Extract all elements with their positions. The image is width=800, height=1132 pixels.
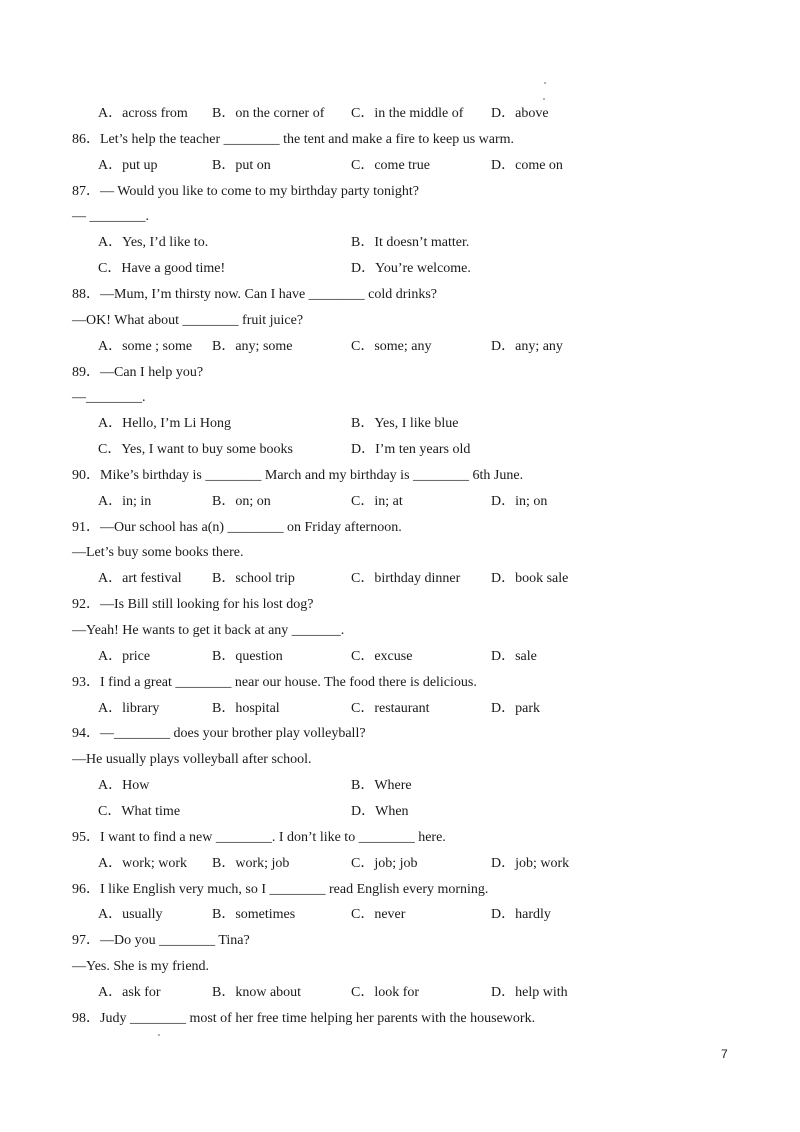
answer-option: D．I’m ten years old [351,442,471,457]
answer-option: A．Yes, I’d like to. [98,235,209,250]
answer-option: D．sale [491,649,537,664]
question-text: 87．— Would you like to come to my birthday party tonight? [72,184,420,199]
answer-option: B．It doesn’t matter. [351,235,470,250]
answer-option: C．job; job [351,856,418,871]
answer-option: A．across from [98,106,188,121]
answer-option: C．some; any [351,339,432,354]
scan-dot [544,82,546,84]
answer-option: A．art festival [98,571,182,586]
answer-option: B．school trip [212,571,295,586]
answer-option: B．question [212,649,283,664]
answer-option: B．hospital [212,701,280,716]
page-number: 7 [721,1047,728,1061]
answer-option: C．come true [351,158,430,173]
question-text: 94．—________ does your brother play volleyball? [72,726,366,741]
answer-option: A．put up [98,158,158,173]
answer-option: A．price [98,649,151,664]
answer-option: B．on; on [212,494,271,509]
answer-option: D．book sale [491,571,569,586]
answer-option: A．ask for [98,985,161,1000]
dialogue-line: —Yes. She is my friend. [72,959,210,974]
answer-option: D．any; any [491,339,563,354]
answer-option: A．library [98,701,160,716]
question-text: 92．—Is Bill still looking for his lost dog? [72,597,314,612]
scan-dot [543,98,545,100]
answer-option: A．in; in [98,494,152,509]
answer-option: C．never [351,907,406,922]
question-text: 95．I want to find a new ________. I don’t like to ________ here. [72,830,446,845]
question-text: 91．—Our school has a(n) ________ on Friday afternoon. [72,520,402,535]
answer-option: D．in; on [491,494,548,509]
answer-option: B．any; some [212,339,293,354]
dialogue-line: —Yeah! He wants to get it back at any _______. [72,623,345,638]
answer-option: B．sometimes [212,907,296,922]
answer-option: B．on the corner of [212,106,325,121]
answer-option: D．hardly [491,907,551,922]
answer-option: B．know about [212,985,302,1000]
question-text: 90．Mike’s birthday is ________ March and my birthday is ________ 6th June. [72,468,524,483]
answer-option: C．in the middle of [351,106,464,121]
dialogue-line: —OK! What about ________ fruit juice? [72,313,304,328]
answer-option: B．Where [351,778,412,793]
answer-option: A．some ; some [98,339,193,354]
answer-option: D．When [351,804,409,819]
answer-option: D．park [491,701,540,716]
dialogue-line: — ________. [72,209,149,224]
question-text: 93．I find a great ________ near our house. The food there is delicious. [72,675,477,690]
answer-option: A．Hello, I’m Li Hong [98,416,231,431]
dialogue-line: —________. [72,390,146,405]
scan-dot [158,1034,160,1036]
answer-option: C．Have a good time! [98,261,226,276]
answer-option: A．work; work [98,856,188,871]
answer-option: D．come on [491,158,563,173]
answer-option: B．Yes, I like blue [351,416,459,431]
answer-option: A．usually [98,907,163,922]
answer-option: D．help with [491,985,568,1000]
answer-option: C．birthday dinner [351,571,461,586]
answer-option: B．work; job [212,856,290,871]
question-text: 86．Let’s help the teacher ________ the tent and make a fire to keep us warm. [72,132,515,147]
dialogue-line: —He usually plays volleyball after school. [72,752,312,767]
answer-option: C．excuse [351,649,413,664]
question-text: 96．I like English very much, so I ________ read English every morning. [72,882,489,897]
answer-option: D．job; work [491,856,570,871]
answer-option: C．restaurant [351,701,430,716]
question-text: 98．Judy ________ most of her free time helping her parents with the housework. [72,1011,536,1026]
dialogue-line: —Let’s buy some books there. [72,545,244,560]
question-text: 88．—Mum, I’m thirsty now. Can I have ________ cold drinks? [72,287,437,302]
answer-option: A．How [98,778,150,793]
question-text: 97．—Do you ________ Tina? [72,933,250,948]
question-text: 89．—Can I help you? [72,365,204,380]
answer-option: D．above [491,106,549,121]
answer-option: D．You’re welcome. [351,261,471,276]
answer-option: C．in; at [351,494,403,509]
answer-option: B．put on [212,158,271,173]
answer-option: C．What time [98,804,181,819]
answer-option: C．look for [351,985,420,1000]
answer-option: C．Yes, I want to buy some books [98,442,293,457]
